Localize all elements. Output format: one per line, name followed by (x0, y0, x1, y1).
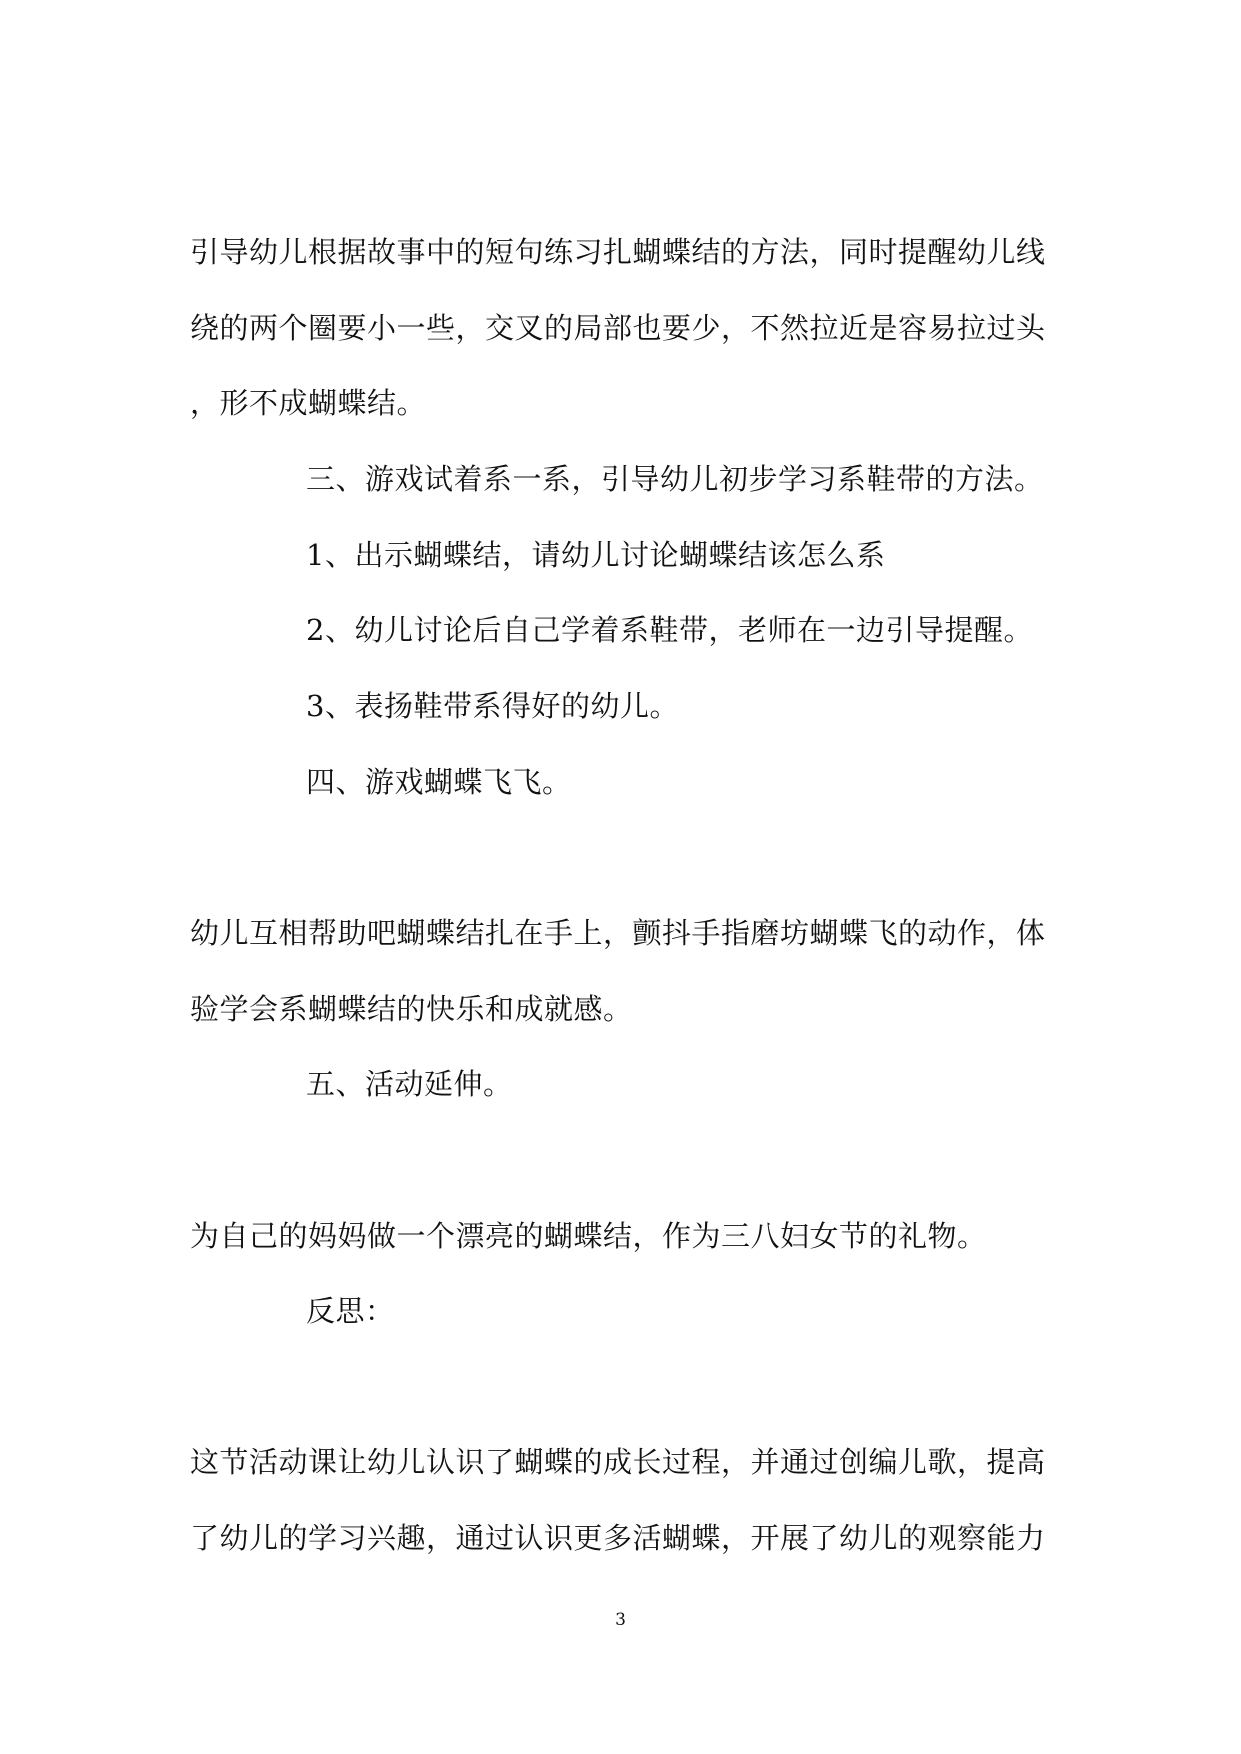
section-heading: 五、活动延伸。 (306, 1067, 513, 1101)
paragraph-line: 引导幼儿根据故事中的短句练习扎蝴蝶结的方法，同时提醒幼儿线 (190, 235, 1046, 269)
paragraph-line: 了幼儿的学习兴趣，通过认识更多活蝴蝶，开展了幼儿的观察能力 (190, 1521, 1046, 1555)
section-heading: 三、游戏试着系一系，引导幼儿初步学习系鞋带的方法。 (306, 462, 1044, 496)
paragraph-line: ，形不成蝴蝶结。 (190, 386, 427, 420)
list-item: 1、出示蝴蝶结，请幼儿讨论蝴蝶结该怎么系 (306, 538, 886, 572)
paragraph-line: 验学会系蝴蝶结的快乐和成就感。 (190, 992, 633, 1026)
list-item: 2、幼儿讨论后自己学着系鞋带，老师在一边引导提醒。 (306, 613, 1033, 647)
paragraph-line: 为自己的妈妈做一个漂亮的蝴蝶结，作为三八妇女节的礼物。 (190, 1219, 987, 1253)
page-number: 3 (615, 1610, 626, 1630)
paragraph-line: 绕的两个圈要小一些，交叉的局部也要少，不然拉近是容易拉过头 (190, 311, 1046, 345)
paragraph-line: 这节活动课让幼儿认识了蝴蝶的成长过程，并通过创编儿歌，提高 (190, 1445, 1046, 1479)
list-item: 3、表扬鞋带系得好的幼儿。 (306, 689, 679, 723)
section-heading: 四、游戏蝴蝶飞飞。 (306, 765, 572, 799)
section-heading: 反思： (306, 1294, 395, 1328)
paragraph-line: 幼儿互相帮助吧蝴蝶结扎在手上，颤抖手指磨坊蝴蝶飞的动作，体 (190, 916, 1046, 950)
